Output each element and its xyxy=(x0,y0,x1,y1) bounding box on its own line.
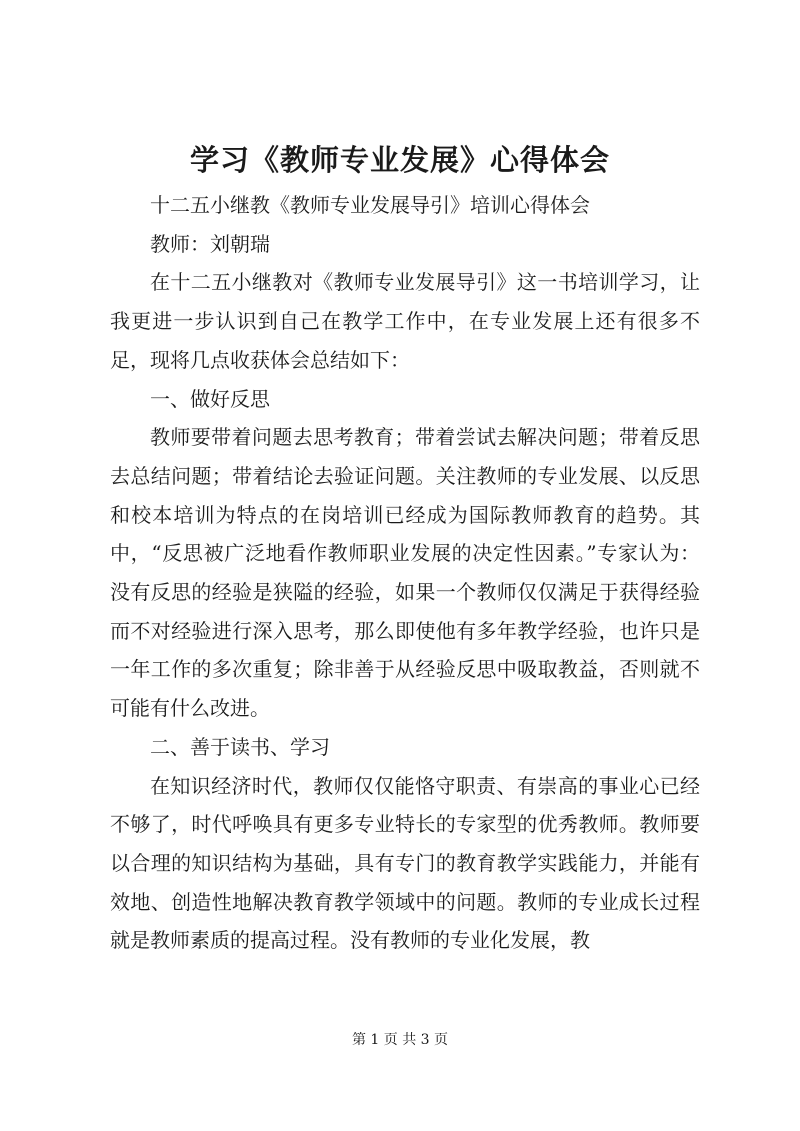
paragraph-reading: 在知识经济时代，教师仅仅能恪守职责、有崇高的事业心已经不够了，时代呼唤具有更多专业特长的专家型的优秀教师。教师要以合理的知识结构为基础，具有专门的教育教学实践能力，并能有效地、创造性地解决教育教学领域中的问题。教师的专业成长过程就是教师素质的提高过程。没有教师的专业化发展，教 xyxy=(110,773,700,953)
section-heading-reflection: 一、做好反思 xyxy=(150,386,270,411)
document-title: 学习《教师专业发展》心得体会 xyxy=(189,143,610,177)
page-footer: 第 1 页 共 3 页 xyxy=(351,1032,449,1048)
document-body xyxy=(110,186,700,960)
paragraph-author: 教师：刘朝瑞 xyxy=(150,231,270,256)
paragraph-reflection: 教师要带着问题去思考教育；带着尝试去解决问题；带着反思去总结问题；带着结论去验证问题。关注教师的专业发展、以反思和校本培训为特点的在岗培训已经成为国际教师教育的趋势。其中，“反思被广泛地看作教师职业发展的决定性因素。”专家认为：没有反思的经验是狭隘的经验，如果一个教师仅仅满足于获得经验而不对经验进行深入思考，那么即使他有多年教学经验，也许只是一年工作的多次重复；除非善于从经验反思中吸取教益，否则就不可能有什么改进。 xyxy=(110,425,700,721)
section-heading-reading: 二、善于读书、学习 xyxy=(150,734,330,759)
paragraph-intro: 在十二五小继教对《教师专业发展导引》这一书培训学习，让我更进一步认识到自己在教学工作中，在专业发展上还有很多不足，现将几点收获体会总结如下： xyxy=(110,270,700,372)
paragraph-subtitle: 十二五小继教《教师专业发展导引》培训心得体会 xyxy=(150,193,590,217)
